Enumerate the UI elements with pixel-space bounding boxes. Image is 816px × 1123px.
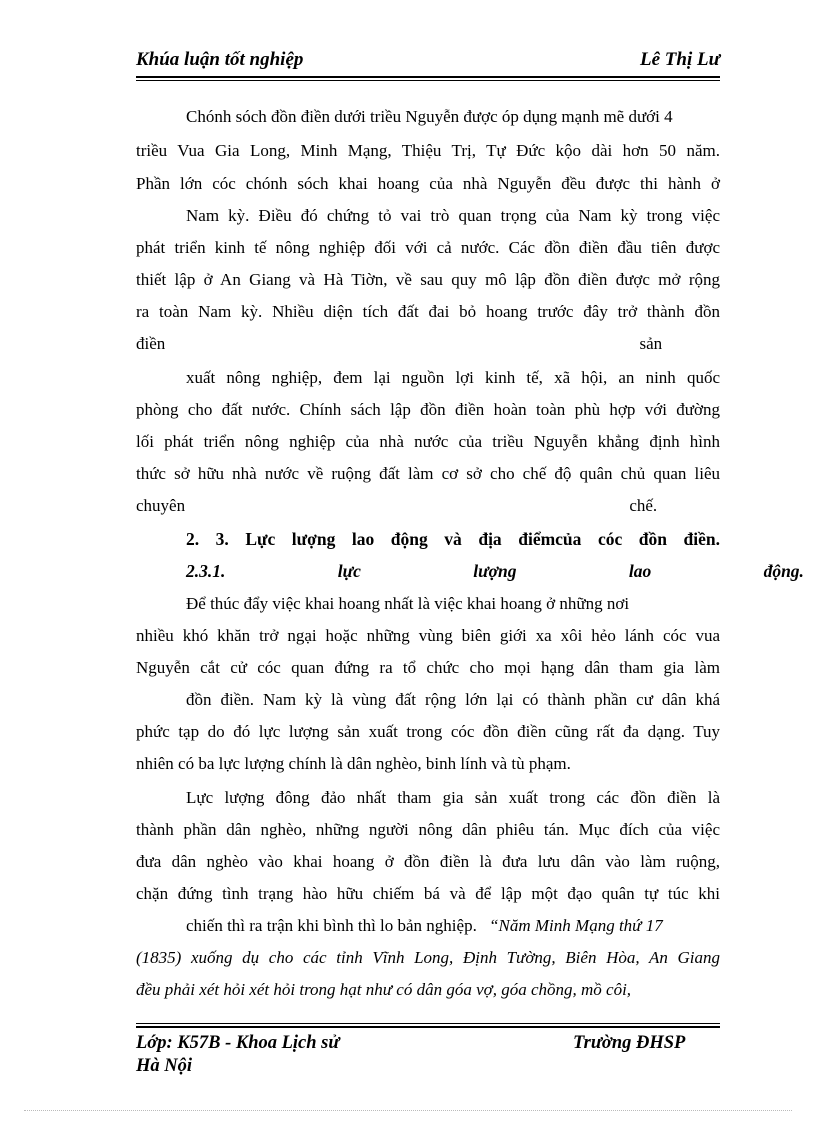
quote-text: “Năm Minh Mạng thứ 17 [489,916,663,935]
body-line: lối phát triển nông nghiệp của nhà nước của triều Nguyễn khẳng định hình [136,432,720,451]
body-line: điền sản [136,334,663,353]
body-line: thiết lập ở An Giang và Hà Tiờn, về sau quy mô lập đồn điền được mở rộng [136,270,720,289]
subsection-heading: 2.3.1. lực lượng lao động. [186,561,804,581]
body-line: chuyên chế. [136,496,658,515]
footer-school: Trường ĐHSP [573,1033,686,1053]
body-line: đưa dân nghèo vào khai hoang ở đồn điền là đưa lưu dân vào làm ruộng, [136,852,720,871]
header-thesis-title: Khúa luận tốt nghiệp [136,49,304,70]
body-line [186,916,720,936]
body-line: Nam kỳ. Điều đó chứng tỏ vai trò quan trọng của Nam kỳ trong việc [186,206,720,225]
body-line: thành phần dân nghèo, những người nông dân phiêu tán. Mục đích của việc [136,820,720,839]
body-line: ra toàn Nam kỳ. Nhiều diện tích đất đai bỏ hoang trước đây trở thành đồn [136,302,720,321]
quote-line: đều phải xét hỏi xét hỏi trong hạt như có dân góa vợ, góa chồng, mồ côi, [136,980,632,999]
body-line: phòng cho đất nước. Chính sách lập đồn điền hoàn toàn phù hợp với đường [136,400,720,419]
body-line: triều Vua Gia Long, Minh Mạng, Thiệu Trị, Tự Đức kộo dài hơn 50 năm. [136,141,720,160]
body-line: chặn đứng tình trạng hào hữu chiếm bá và để lập một đạo quân tự túc khi [136,884,720,903]
body-line: Chónh sóch đồn điền dưới triều Nguyễn được óp dụng mạnh mẽ dưới 4 [186,107,673,126]
body-line: Phần lớn cóc chónh sóch khai hoang của nhà Nguyễn đều được thi hành ở [136,174,720,193]
body-line: đồn điền. Nam kỳ là vùng đất rộng lớn lại có thành phần cư dân khá [186,690,720,709]
body-line: nhiều khó khăn trở ngại hoặc những vùng biên giới xa xôi hẻo lánh cóc vua [136,626,720,645]
footer-city: Hà Nội [136,1056,193,1076]
quote-line: (1835) xuống dụ cho các tỉnh Vĩnh Long, Định Tường, Biên Hòa, An Giang [136,948,720,967]
header-rule [136,76,720,81]
running-header [136,49,720,73]
page-boundary [24,1110,792,1111]
body-line: nhiên có ba lực lượng chính là dân nghèo, binh lính và tù phạm. [136,754,571,773]
body-line: thức sở hữu nhà nước về ruộng đất làm cơ sở cho chế độ quân chủ quan liêu [136,464,720,483]
body-line: Lực lượng đông đảo nhất tham gia sản xuất trong các đồn điền là [186,788,720,807]
body-line: Để thúc đẩy việc khai hoang nhất là việc khai hoang ở những nơi [186,594,630,613]
header-author: Lê Thị Lư [640,49,720,70]
body-text: chiến thì ra trận khi bình thì lo bản nghiệp. [186,916,477,935]
section-heading: 2. 3. Lực lượng lao động và địa điểmcủa cóc đồn điền. [186,529,720,549]
body-line: xuất nông nghiệp, đem lại nguồn lợi kinh tế, xã hội, an ninh quốc [186,368,720,387]
footer-rule [136,1023,720,1028]
body-line: Nguyễn cắt cử cóc quan đứng ra tổ chức cho mọi hạng dân tham gia làm [136,658,720,677]
body-line: phát triển kinh tế nông nghiệp đối với cả nước. Các đồn điền đầu tiên được [136,238,720,257]
body-line: phức tạp do đó lực lượng sản xuất trong cóc đồn điền cũng rất đa dạng. Tuy [136,722,720,741]
footer-class: Lớp: K57B - Khoa Lịch sử [136,1033,340,1053]
